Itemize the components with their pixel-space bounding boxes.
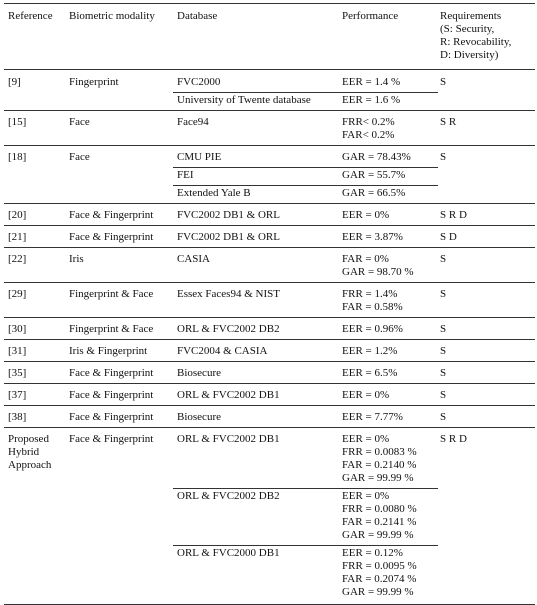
cell-reference: [22] [8, 253, 27, 265]
cell-performance: EER = 1.4 % [342, 76, 401, 88]
cell-database: ORL & FVC2002 DB2 [177, 323, 280, 335]
cell-reference: [30] [8, 323, 27, 335]
cell-reference: [35] [8, 367, 27, 379]
cell-reference: [20] [8, 209, 27, 221]
header-requirements-line: D: Diversity) [440, 49, 499, 61]
cell-requirements: S D [440, 231, 457, 243]
cell-performance: GAR = 55.7% [342, 169, 406, 181]
cell-reference: [15] [8, 116, 27, 128]
cell-database: FEI [177, 169, 194, 181]
row-divider [4, 145, 535, 146]
cell-reference: Approach [8, 459, 52, 471]
cell-requirements: S [440, 345, 447, 357]
cell-performance: FRR = 0.0083 % [342, 446, 417, 458]
subrow-divider [173, 92, 438, 93]
cell-requirements: S [440, 151, 447, 163]
cell-requirements: S R [440, 116, 457, 128]
cell-performance: FAR = 0.2140 % [342, 459, 417, 471]
cell-performance: GAR = 99.99 % [342, 586, 414, 598]
cell-performance: GAR = 78.43% [342, 151, 411, 163]
cell-requirements: S [440, 411, 447, 423]
cell-database: ORL & FVC2002 DB1 [177, 433, 280, 445]
cell-modality: Iris & Fingerprint [69, 345, 148, 357]
cell-database: Biosecure [177, 411, 221, 423]
cell-reference: [38] [8, 411, 27, 423]
cell-reference: [9] [8, 76, 21, 88]
cell-performance: FRR< 0.2% [342, 116, 395, 128]
cell-performance: EER = 1.6 % [342, 94, 401, 106]
cell-requirements: S [440, 389, 447, 401]
cell-performance: GAR = 99.99 % [342, 529, 414, 541]
header-requirements-line: R: Revocability, [440, 36, 512, 48]
row-divider [4, 339, 535, 340]
cell-database: FVC2002 DB1 & ORL [177, 231, 280, 243]
cell-performance: FAR = 0.2141 % [342, 516, 417, 528]
cell-performance: FAR< 0.2% [342, 129, 395, 141]
row-divider [4, 282, 535, 283]
cell-requirements: S [440, 76, 447, 88]
header-performance: Performance [342, 10, 399, 22]
cell-performance: EER = 0% [342, 389, 390, 401]
cell-modality: Face [69, 116, 90, 128]
cell-performance: FAR = 0.58% [342, 301, 403, 313]
cell-modality: Face & Fingerprint [69, 389, 154, 401]
cell-performance: GAR = 66.5% [342, 187, 406, 199]
cell-performance: EER = 6.5% [342, 367, 398, 379]
row-divider [4, 427, 535, 428]
cell-performance: FAR = 0.2074 % [342, 573, 417, 585]
cell-reference: Proposed [8, 433, 49, 445]
cell-performance: EER = 0.12% [342, 547, 403, 559]
cell-database: Extended Yale B [177, 187, 251, 199]
row-divider [4, 110, 535, 111]
cell-database: University of Twente database [177, 94, 311, 106]
row-divider [4, 383, 535, 384]
cell-performance: EER = 0% [342, 433, 390, 445]
cell-performance: EER = 1.2% [342, 345, 398, 357]
cell-reference: [29] [8, 288, 27, 300]
cell-modality: Fingerprint & Face [69, 288, 154, 300]
table-top-rule [4, 3, 535, 4]
cell-performance: EER = 7.77% [342, 411, 403, 423]
row-divider [4, 247, 535, 248]
cell-database: CASIA [177, 253, 211, 265]
cell-modality: Face & Fingerprint [69, 411, 154, 423]
cell-modality: Fingerprint & Face [69, 323, 154, 335]
cell-database: Biosecure [177, 367, 221, 379]
cell-modality: Face & Fingerprint [69, 209, 154, 221]
subrow-divider [173, 545, 438, 546]
cell-performance: EER = 3.87% [342, 231, 403, 243]
header-modality: Biometric modality [69, 10, 155, 22]
cell-modality: Iris [69, 253, 84, 265]
cell-requirements: S [440, 367, 447, 379]
cell-reference: [31] [8, 345, 27, 357]
cell-modality: Face & Fingerprint [69, 231, 154, 243]
cell-modality: Fingerprint [69, 76, 119, 88]
header-requirements-line: (S: Security, [440, 23, 495, 35]
cell-performance: FRR = 0.0080 % [342, 503, 417, 515]
header-database: Database [177, 10, 218, 22]
cell-database: FVC2000 [177, 76, 221, 88]
cell-modality: Face & Fingerprint [69, 367, 154, 379]
cell-database: Face94 [177, 116, 209, 128]
cell-requirements: S [440, 288, 447, 300]
cell-modality: Face [69, 151, 90, 163]
cell-performance: EER = 0% [342, 209, 390, 221]
cell-performance: GAR = 98.70 % [342, 266, 414, 278]
row-divider [4, 203, 535, 204]
cell-performance: FRR = 1.4% [342, 288, 398, 300]
cell-performance: EER = 0.96% [342, 323, 403, 335]
subrow-divider [173, 167, 438, 168]
header-bottom-rule [4, 69, 535, 70]
header-reference: Reference [8, 10, 53, 22]
cell-requirements: S R D [440, 433, 467, 445]
subrow-divider [173, 185, 438, 186]
subrow-divider [173, 488, 438, 489]
cell-reference: [37] [8, 389, 27, 401]
cell-database: ORL & FVC2000 DB1 [177, 547, 280, 559]
cell-requirements: S [440, 253, 447, 265]
cell-reference: Hybrid [8, 446, 40, 458]
row-divider [4, 405, 535, 406]
cell-requirements: S [440, 323, 447, 335]
cell-requirements: S R D [440, 209, 467, 221]
cell-performance: GAR = 99.99 % [342, 472, 414, 484]
cell-database: FVC2002 DB1 & ORL [177, 209, 280, 221]
row-divider [4, 225, 535, 226]
cell-reference: [18] [8, 151, 27, 163]
cell-database: ORL & FVC2002 DB1 [177, 389, 280, 401]
row-divider [4, 317, 535, 318]
header-requirements-line: Requirements [440, 10, 502, 22]
cell-database: FVC2004 & CASIA [177, 345, 268, 357]
cell-database: Essex Faces94 & NIST [177, 288, 280, 300]
cell-performance: FAR = 0% [342, 253, 389, 265]
cell-performance: EER = 0% [342, 490, 390, 502]
cell-database: CMU PIE [177, 151, 222, 163]
cell-performance: FRR = 0.0095 % [342, 560, 417, 572]
cell-reference: [21] [8, 231, 27, 243]
cell-database: ORL & FVC2002 DB2 [177, 490, 280, 502]
cell-modality: Face & Fingerprint [69, 433, 154, 445]
row-divider [4, 361, 535, 362]
